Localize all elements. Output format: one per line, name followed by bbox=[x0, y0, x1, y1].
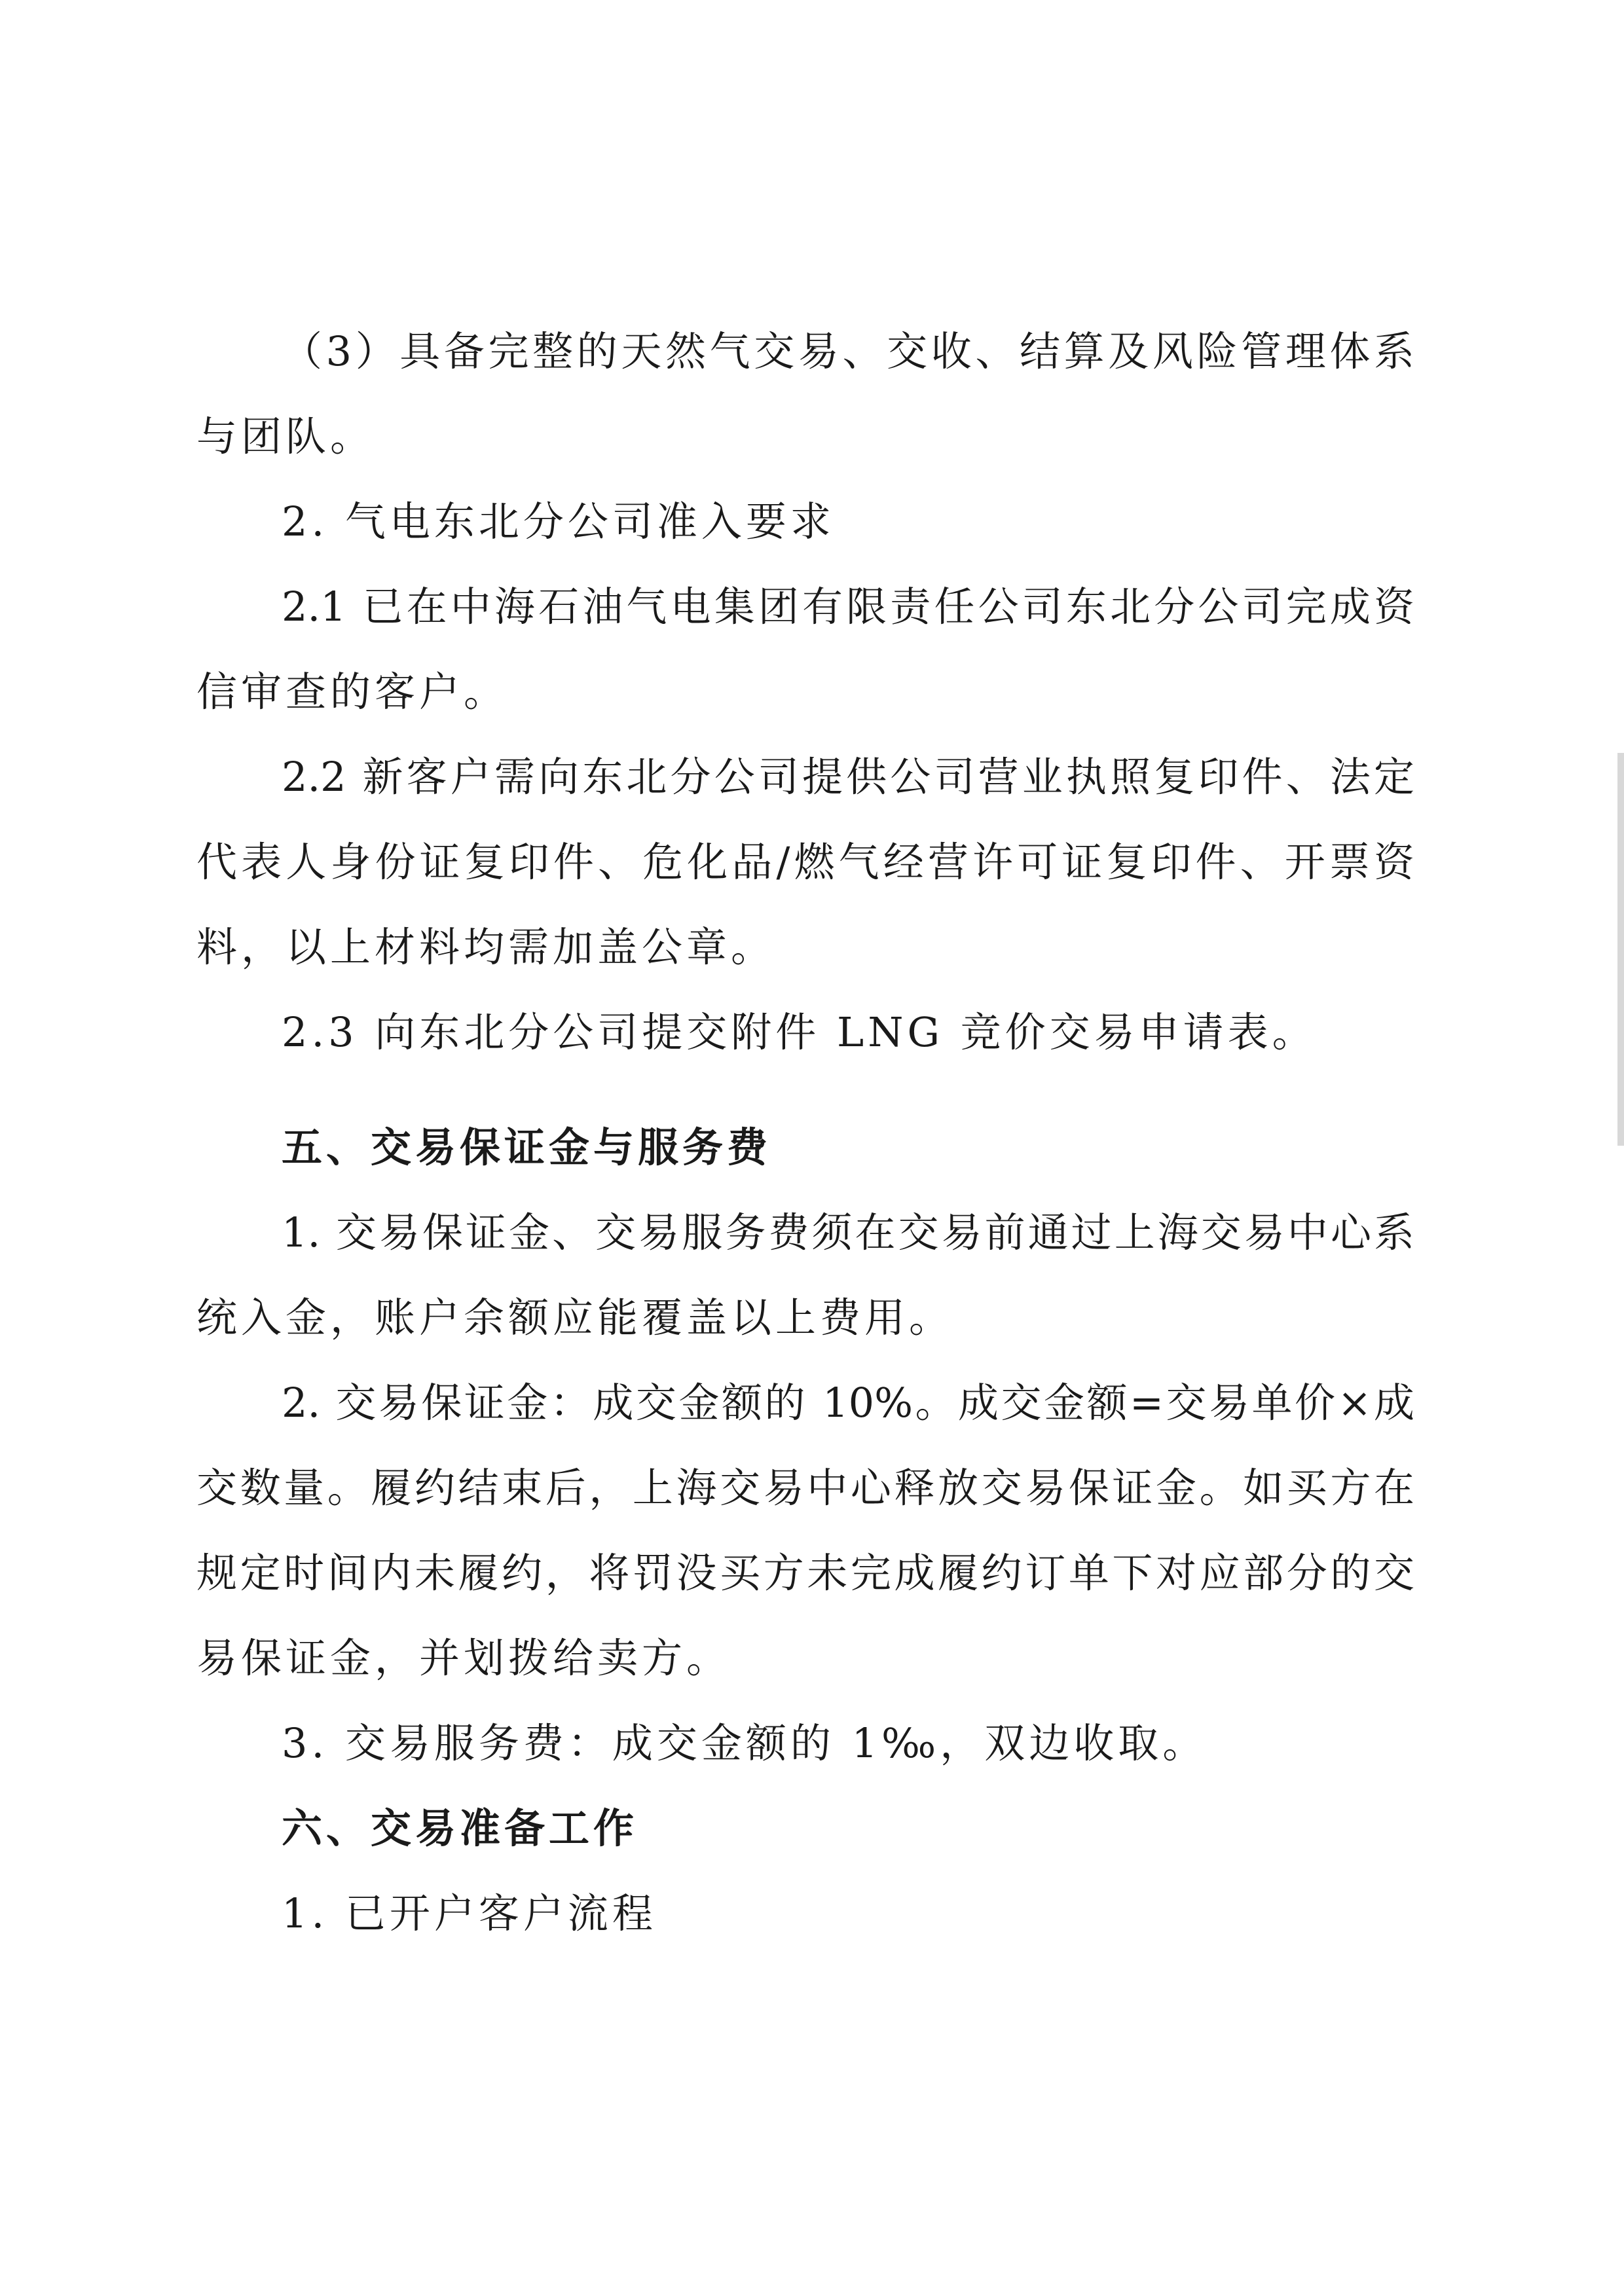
scan-edge-mark bbox=[1617, 753, 1624, 1146]
item-5-1-line-2: 统入金，账户余额应能覆盖以上费用。 bbox=[196, 1294, 954, 1341]
item-6-1: 1. 已开户客户流程 bbox=[282, 1889, 657, 1937]
item-5-3: 3. 交易服务费：成交金额的 1‰，双边收取。 bbox=[282, 1719, 1208, 1767]
section-6-heading: 六、交易准备工作 bbox=[282, 1804, 638, 1852]
item-5-2-line-4: 易保证金，并划拨给卖方。 bbox=[196, 1634, 731, 1682]
section-5-heading: 五、交易保证金与服务费 bbox=[282, 1123, 772, 1171]
paragraph-3-line-2: 与团队。 bbox=[196, 412, 375, 460]
item-2-2-line-2: 代表人身份证复印件、危化品/燃气经营许可证复印件、开票资 bbox=[196, 838, 1414, 886]
item-5-1-line-1: 1. 交易保证金、交易服务费须在交易前通过上海交易中心系 bbox=[282, 1209, 1414, 1256]
item-2-1-line-2: 信审查的客户。 bbox=[196, 668, 509, 716]
section-2-heading: 2. 气电东北分公司准入要求 bbox=[282, 498, 835, 545]
paragraph-3-line-1: （3）具备完整的天然气交易、交收、结算及风险管理体系 bbox=[282, 327, 1414, 375]
item-2-1-line-1: 2.1 已在中海石油气电集团有限责任公司东北分公司完成资 bbox=[282, 583, 1414, 630]
item-5-2-line-2: 交数量。履约结束后，上海交易中心释放交易保证金。如买方在 bbox=[196, 1464, 1414, 1512]
item-2-2-line-1: 2.2 新客户需向东北分公司提供公司营业执照复印件、法定 bbox=[282, 753, 1414, 801]
item-5-2-line-3: 规定时间内未履约，将罚没买方未完成履约订单下对应部分的交 bbox=[196, 1549, 1414, 1597]
item-2-3: 2.3 向东北分公司提交附件 LNG 竞价交易申请表。 bbox=[282, 1008, 1317, 1056]
item-2-2-line-3: 料，以上材料均需加盖公章。 bbox=[196, 923, 776, 971]
item-5-2-line-1: 2. 交易保证金：成交金额的 10%。成交金额=交易单价×成 bbox=[282, 1379, 1414, 1427]
